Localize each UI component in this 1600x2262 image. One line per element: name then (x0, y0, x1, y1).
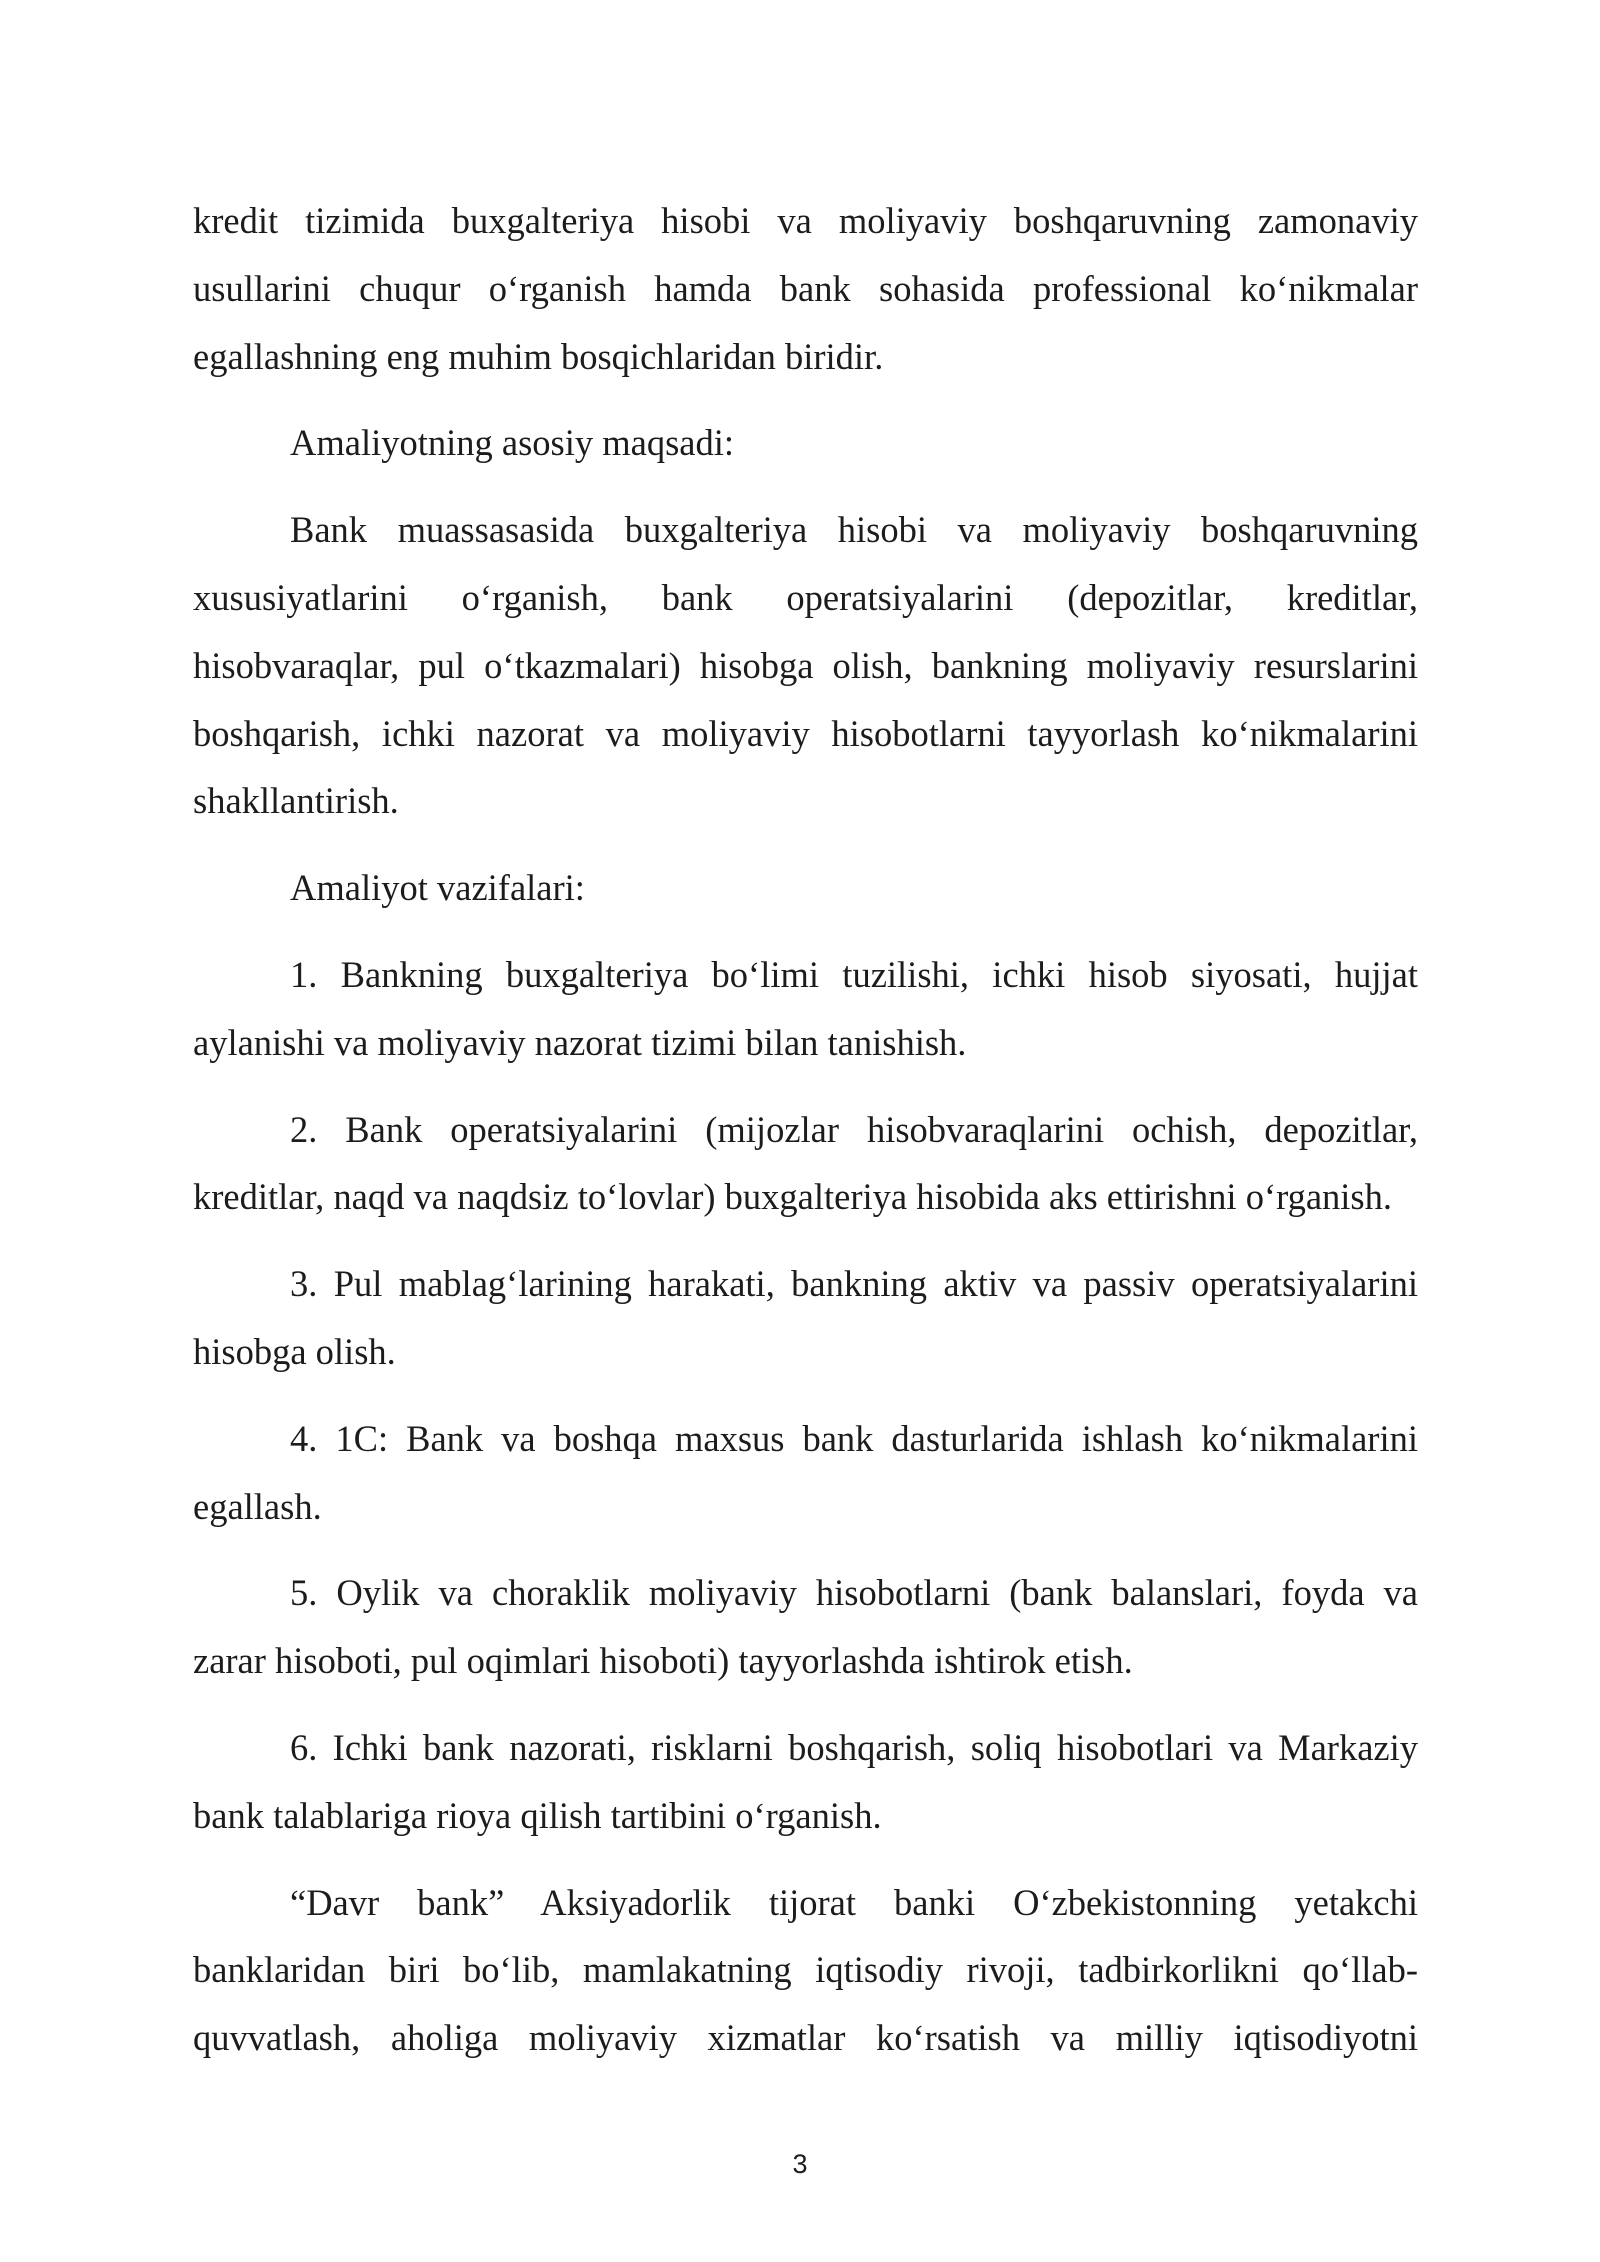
text-line: 3. Pul mablag‘larining harakati, bankning aktiv va passiv operatsiyalarini (290, 1263, 1418, 1305)
text-line: boshqarish, ichki nazorat va moliyaviy hisobotlarni tayyorlash ko‘nikmalarini (193, 712, 1418, 754)
text-line: 6. Ichki bank nazorati, risklarni boshqarish, soliq hisobotlari va Markaziy (290, 1726, 1418, 1768)
text-line: hisobvaraqlar, pul o‘tkazmalari) hisobga olish, bankning moliyaviy resurslarini (193, 644, 1418, 686)
text-line: usullarini chuqur o‘rganish hamda bank sohasida professional ko‘nikmalar (193, 267, 1418, 309)
text-line: kreditlar, naqd va naqdsiz to‘lovlar) buxgalteriya hisobida aks ettirishni o‘rganish. (193, 1176, 1393, 1218)
paragraph (193, 409, 1418, 477)
paragraph (193, 854, 1418, 922)
text-line: Amaliyotning asosiy maqsadi: (290, 422, 735, 464)
paragraph (193, 496, 1418, 835)
text-line: 4. 1C: Bank va boshqa maxsus bank dasturlarida ishlash ko‘nikmalarini (290, 1417, 1418, 1459)
text-line: quvvatlash, aholiga moliyaviy xizmatlar ko‘rsatish va milliy iqtisodiyotni (193, 2017, 1418, 2059)
text-line: 2. Bank operatsiyalarini (mijozlar hisobvaraqlarini ochish, depozitlar, (290, 1108, 1418, 1150)
paragraph (193, 1096, 1418, 1232)
paragraph (193, 1559, 1418, 1695)
paragraph (193, 187, 1418, 390)
text-line: xususiyatlarini o‘rganish, bank operatsiyalarini (depozitlar, kreditlar, (193, 576, 1418, 618)
text-line: egallashning eng muhim bosqichlaridan biridir. (193, 335, 884, 377)
text-line: shakllantirish. (193, 780, 399, 822)
paragraph (193, 1405, 1418, 1541)
text-line: kredit tizimida buxgalteriya hisobi va moliyaviy boshqaruvning zamonaviy (193, 200, 1418, 241)
text-line: banklaridan biri bo‘lib, mamlakatning iqtisodiy rivoji, tadbirkorlikni qo‘llab- (193, 1949, 1418, 1991)
page-number: 3 (792, 2149, 808, 2179)
text-line: hisobga olish. (193, 1330, 396, 1372)
paragraph (193, 1714, 1418, 1850)
text-line: zarar hisoboti, pul oqimlari hisoboti) tayyorlashda ishtirok etish. (193, 1640, 1133, 1682)
text-line: “Davr bank” Aksiyadorlik tijorat banki O‘zbekistonning yetakchi (290, 1881, 1418, 1923)
text-line: bank talablariga rioya qilish tartibini o‘rganish. (193, 1794, 882, 1836)
text-line: Amaliyot vazifalari: (290, 867, 585, 909)
paragraph (193, 941, 1418, 1077)
text-line: 1. Bankning buxgalteriya bo‘limi tuzilishi, ichki hisob siyosati, hujjat (290, 953, 1418, 995)
paragraph (193, 1869, 1418, 2072)
text-line: 5. Oylik va choraklik moliyaviy hisobotlarni (bank balanslari, foyda va (290, 1572, 1418, 1614)
document-body (193, 187, 1418, 2072)
text-line: aylanishi va moliyaviy nazorat tizimi bilan tanishish. (193, 1021, 967, 1063)
text-line: Bank muassasasida buxgalteriya hisobi va moliyaviy boshqaruvning (290, 509, 1418, 551)
paragraph (193, 1250, 1418, 1386)
text-line: egallash. (193, 1485, 322, 1527)
